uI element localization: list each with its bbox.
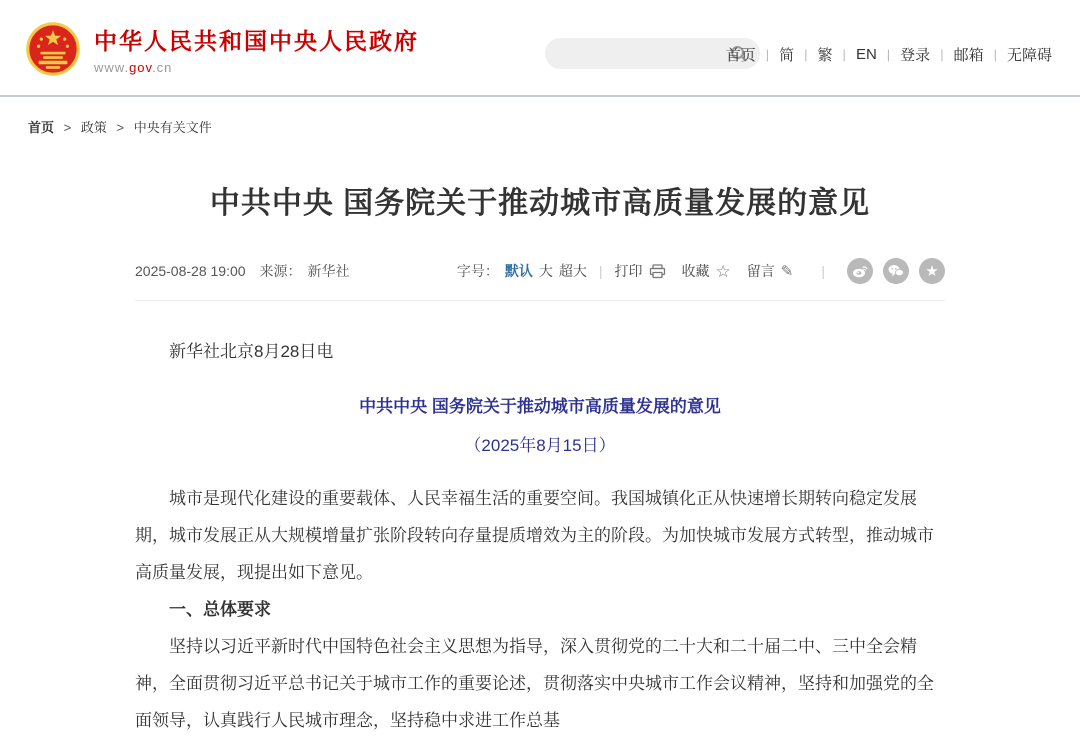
article — [135, 178, 945, 739]
document-date: （2025年8月15日） — [464, 436, 616, 455]
nav-separator: | — [940, 47, 944, 62]
top-nav — [726, 44, 1052, 65]
nav-separator: | — [886, 47, 891, 62]
wechat-icon — [888, 264, 904, 278]
dateline: 新华社北京8月28日电 — [169, 342, 334, 361]
breadcrumb-policy[interactable]: 政策 — [80, 120, 107, 135]
fontsize-control — [457, 261, 587, 281]
site-header — [0, 0, 1080, 97]
nav-english[interactable]: EN — [855, 46, 877, 63]
share-qzone-button[interactable] — [919, 258, 945, 284]
site-url — [94, 60, 419, 75]
site-title: 中华人民共和国中央人民政府 — [94, 28, 419, 54]
nav-mail[interactable]: 邮箱 — [953, 47, 984, 64]
share-weibo-button[interactable] — [847, 258, 873, 284]
breadcrumb — [0, 97, 1080, 136]
favorite-button[interactable] — [682, 261, 731, 281]
comment-label: 留言 — [746, 263, 775, 279]
paragraph-intro: 城市是现代化建设的重要载体、人民幸福生活的重要空间。我国城镇化正从快速增长期转向稳定发展期，城市发展正从大规模增量扩张阶段转向存量提质增效为主的阶段。为加快城市发展方式转型，推动城市高质量发展，现提出如下意见。 — [135, 489, 934, 582]
article-toolbar — [457, 258, 945, 284]
site-url-cn: .cn — [152, 60, 173, 75]
paragraph-guidance: 坚持以习近平新时代中国特色社会主义思想为指导，深入贯彻党的二十大和二十届二中、三中全会精神，全面贯彻习近平总书记关于城市工作的重要论述，贯彻落实中央城市工作会议精神，坚持和加强党的全面领导，认真践行人民城市理念，坚持稳中求进工作总基 — [135, 637, 934, 730]
source-label: 来源： — [259, 263, 302, 279]
nav-simplified[interactable]: 简 — [779, 47, 795, 64]
fontsize-large-button[interactable]: 大 — [538, 263, 553, 279]
meta-divider — [135, 300, 945, 301]
nav-home[interactable]: 首页 — [725, 47, 756, 64]
nav-accessibility[interactable]: 无障碍 — [1006, 47, 1052, 64]
breadcrumb-central-documents[interactable]: 中央有关文件 — [133, 120, 212, 135]
publish-date: 2025-08-28 19:00 — [135, 263, 246, 279]
document-body — [135, 333, 945, 739]
fontsize-label: 字号： — [456, 263, 499, 279]
breadcrumb-separator: > — [63, 120, 72, 135]
nav-separator: | — [993, 47, 997, 62]
document-title: 中共中央 国务院关于推动城市高质量发展的意见 — [359, 397, 721, 416]
nav-separator: | — [804, 47, 808, 62]
favorite-label: 收藏 — [681, 263, 710, 279]
breadcrumb-home[interactable]: 首页 — [28, 120, 55, 135]
nav-separator: | — [842, 47, 846, 62]
breadcrumb-separator: > — [116, 120, 125, 135]
site-url-www: www. — [94, 60, 130, 75]
comment-button[interactable] — [747, 261, 794, 281]
fontsize-xlarge-button[interactable]: 超大 — [558, 263, 587, 279]
site-url-gov: gov — [129, 60, 153, 75]
toolbar-separator: | — [821, 263, 825, 279]
toolbar-separator: | — [598, 263, 603, 279]
page-title: 中共中央 国务院关于推动城市高质量发展的意见 — [209, 187, 871, 220]
print-label: 打印 — [614, 263, 643, 279]
print-button[interactable] — [615, 261, 666, 281]
share-wechat-button[interactable] — [883, 258, 909, 284]
star-outline-icon: ☆ — [715, 261, 731, 281]
nav-separator: | — [765, 47, 770, 62]
section-heading-1: 一、总体要求 — [169, 600, 271, 619]
article-meta-left — [135, 261, 350, 281]
site-brand[interactable] — [26, 21, 419, 77]
star-icon: ★ — [925, 262, 939, 280]
national-emblem-logo — [26, 21, 80, 77]
article-meta-row — [135, 258, 945, 284]
nav-traditional[interactable]: 繁 — [817, 47, 833, 64]
weibo-icon — [852, 264, 868, 278]
share-group — [837, 258, 945, 284]
nav-login[interactable]: 登录 — [900, 47, 931, 64]
fontsize-default-button[interactable]: 默认 — [504, 263, 533, 279]
pencil-icon: ✎ — [780, 262, 794, 280]
source-value[interactable]: 新华社 — [307, 263, 350, 279]
printer-icon — [649, 264, 666, 279]
